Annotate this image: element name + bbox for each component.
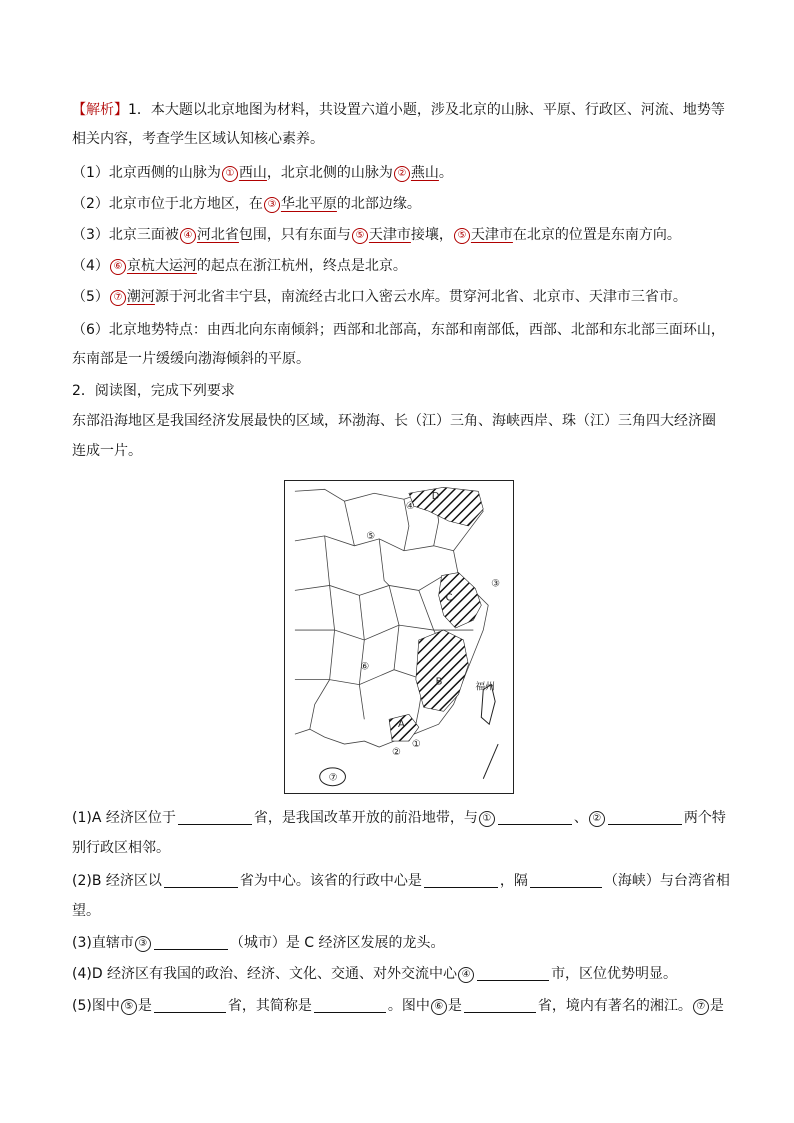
circled-number: ⑥	[110, 259, 126, 275]
answer-blank[interactable]	[608, 810, 682, 825]
answer-blank[interactable]	[477, 966, 549, 981]
answer-6-line2: 东南部是一片缓缓向渤海倾斜的平原。	[72, 351, 310, 367]
q2-item-1-line2: 别行政区相邻。	[72, 840, 170, 856]
label-fuzhou: 福州	[475, 681, 496, 693]
circled-number: ⑥	[431, 999, 447, 1015]
label-n7: ⑦	[328, 772, 338, 784]
q2-item-2-line2: 望。	[72, 903, 100, 919]
label-n5: ⑤	[366, 530, 376, 542]
east-china-map	[284, 480, 514, 794]
answer-blank[interactable]	[154, 998, 226, 1013]
circled-number: ④	[180, 228, 196, 244]
label-n1: ①	[411, 739, 421, 751]
label-n4: ④	[405, 501, 415, 513]
answer-blank[interactable]	[498, 810, 572, 825]
answer-3: （3）北京三面被 ④ 河北省包围，只有东面与 ⑤ 天津市接壤， ⑤ 天津市在北京的位置是东南方向。	[72, 227, 681, 243]
question-2-intro-line2: 连成一片。	[72, 443, 142, 459]
label-a: A	[398, 719, 405, 731]
answer-blank[interactable]	[424, 873, 498, 888]
circled-number: ⑤	[454, 228, 470, 244]
circled-number: ①	[479, 811, 495, 827]
circled-number: ⑤	[352, 228, 368, 244]
q2-item-2: (2)B 经济区以 省为中心。该省的行政中心是 ，隔 （海峡）与台湾省相	[72, 873, 730, 889]
zone-b	[416, 630, 469, 711]
answer-blank[interactable]	[314, 998, 386, 1013]
label-n6: ⑥	[360, 661, 370, 673]
answer-4: （4） ⑥ 京杭大运河的起点在浙江杭州，终点是北京。	[72, 258, 407, 274]
answer-blank[interactable]	[154, 935, 228, 950]
circled-number: ④	[458, 967, 474, 983]
map-svg	[285, 481, 513, 793]
border-line	[483, 744, 498, 779]
circled-number: ⑦	[693, 999, 709, 1015]
answer-5: （5） ⑦ 潮河源于河北省丰宁县，南流经古北口入密云水库。贯穿河北省、北京市、天津市三省市。	[72, 289, 687, 305]
q2-item-1: (1)A 经济区位于 省，是我国改革开放的前沿地带，与 ① 、 ② 两个特	[72, 810, 726, 826]
analysis-intro-line1: 【解析】1．本大题以北京地图为材料，共设置六道小题，涉及北京的山脉、平原、行政区、河流、地势等	[72, 102, 725, 118]
q2-item-5: (5)图中 ⑤ 是 省，其简称是 。图中 ⑥ 是 省，境内有著名的湘江。 ⑦ 是	[72, 998, 724, 1014]
circled-number: ②	[589, 811, 605, 827]
circled-number: ③	[135, 936, 151, 952]
analysis-intro-line2: 相关内容，考查学生区域认知核心素养。	[72, 131, 324, 147]
circled-number: ⑦	[110, 290, 126, 306]
q2-item-4: (4)D 经济区有我国的政治、经济、文化、交通、对外交流中心 ④ 市，区位优势明显。	[72, 966, 678, 982]
label-b: B	[435, 676, 443, 688]
label-d: D	[431, 491, 440, 503]
answer-2: （2）北京市位于北方地区，在 ③ 华北平原的北部边缘。	[72, 196, 421, 212]
circled-number: ②	[394, 166, 410, 182]
circled-number: ③	[264, 197, 280, 213]
label-n2: ②	[392, 746, 401, 758]
circled-number: ①	[222, 166, 238, 182]
circled-number: ⑤	[121, 999, 137, 1015]
answer-blank[interactable]	[178, 810, 252, 825]
answer-1: （1）北京西侧的山脉为 ① 西山，北京北侧的山脉为 ② 燕山。	[72, 165, 453, 181]
q2-item-3: (3)直辖市 ③ （城市）是 C 经济区发展的龙头。	[72, 935, 445, 951]
label-c: C	[445, 592, 453, 604]
answer-blank[interactable]	[464, 998, 536, 1013]
answer-blank[interactable]	[164, 873, 238, 888]
label-n3: ③	[491, 578, 501, 590]
question-2-title: 2．阅读图，完成下列要求	[72, 383, 235, 399]
answer-6-line1: （6）北京地势特点：由西北向东南倾斜；西部和北部高，东部和南部低，西部、北部和东北部三面环山，	[72, 322, 725, 338]
question-2-intro-line1: 东部沿海地区是我国经济发展最快的区域，环渤海、长（江）三角、海峡西岸、珠（江）三角四大经济圈	[72, 413, 716, 429]
analysis-tag: 【解析】	[72, 102, 128, 118]
zone-d	[409, 487, 483, 526]
answer-blank[interactable]	[530, 873, 602, 888]
